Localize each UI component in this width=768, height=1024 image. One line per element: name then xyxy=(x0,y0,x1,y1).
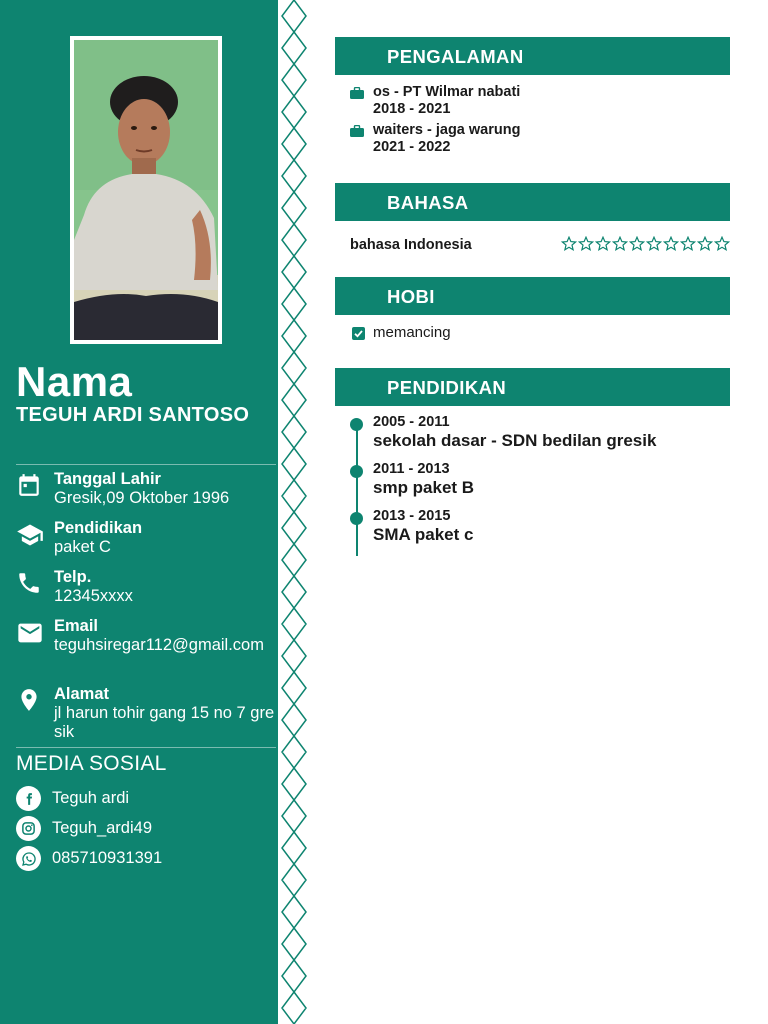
calendar-icon xyxy=(16,472,44,500)
social-media-heading: MEDIA SOSIAL xyxy=(16,752,167,775)
info-value: teguhsiregar112@gmail.com xyxy=(54,636,264,654)
location-pin-icon xyxy=(16,687,44,715)
star-outline-icon xyxy=(578,236,594,252)
experience-years: 2021 - 2022 xyxy=(373,139,451,155)
diamond-lattice xyxy=(282,0,306,1024)
star-outline-icon xyxy=(629,236,645,252)
education-school: sekolah dasar - SDN bedilan gresik xyxy=(373,431,657,450)
divider xyxy=(16,747,276,748)
experience-title: waiters - jaga warung xyxy=(373,122,521,138)
divider xyxy=(16,464,276,465)
section-title: PENDIDIKAN xyxy=(387,377,507,398)
education-school: smp paket B xyxy=(373,478,475,497)
checkbox-icon xyxy=(352,327,365,340)
star-outline-icon xyxy=(612,236,628,252)
facebook-icon xyxy=(16,786,41,811)
timeline-dot xyxy=(350,512,363,525)
info-value: Gresik,09 Oktober 1996 xyxy=(54,489,230,507)
education-school: SMA paket c xyxy=(373,525,474,544)
social-text: Teguh_ardi49 xyxy=(52,819,152,837)
experience-years: 2018 - 2021 xyxy=(373,101,451,117)
info-label: Alamat xyxy=(54,685,110,703)
social-text: Teguh ardi xyxy=(52,789,130,807)
section-header-hobby xyxy=(335,277,730,315)
info-phone xyxy=(16,568,274,610)
timeline-dot xyxy=(350,465,363,478)
section-header-education xyxy=(335,368,730,406)
info-birthdate xyxy=(16,470,274,512)
sidebar xyxy=(0,0,278,1024)
graduation-cap-icon xyxy=(16,521,44,549)
language-rating xyxy=(561,236,730,254)
profile-photo xyxy=(74,40,218,340)
envelope-icon xyxy=(16,619,44,647)
info-label: Email xyxy=(54,617,99,635)
education-years: 2013 - 2015 xyxy=(373,508,451,524)
instagram-icon xyxy=(16,816,41,841)
section-title: HOBI xyxy=(387,286,435,307)
language-name: bahasa Indonesia xyxy=(350,237,472,253)
section-title: BAHASA xyxy=(387,192,469,213)
section-header-experience xyxy=(335,37,730,75)
section-title: PENGALAMAN xyxy=(387,46,524,67)
education-years: 2005 - 2011 xyxy=(373,414,450,430)
star-outline-icon xyxy=(714,236,730,252)
info-label: Telp. xyxy=(54,568,92,586)
briefcase-icon xyxy=(350,87,364,99)
info-education xyxy=(16,519,274,561)
info-email xyxy=(16,617,274,677)
info-value: paket C xyxy=(54,538,111,556)
timeline-dot xyxy=(350,418,363,431)
briefcase-icon xyxy=(350,125,364,137)
full-name: TEGUH ARDI SANTOSO xyxy=(16,404,250,426)
star-outline-icon xyxy=(697,236,713,252)
info-label: Pendidikan xyxy=(54,519,143,537)
education-timeline xyxy=(356,420,358,556)
star-outline-icon xyxy=(663,236,679,252)
section-header-language xyxy=(335,183,730,221)
education-years: 2011 - 2013 xyxy=(373,461,450,477)
name-heading: Nama xyxy=(16,358,133,405)
star-outline-icon xyxy=(595,236,611,252)
experience-title: os - PT Wilmar nabati xyxy=(373,84,521,100)
diamond-border xyxy=(278,0,310,1024)
star-outline-icon xyxy=(680,236,696,252)
info-label: Tanggal Lahir xyxy=(54,470,161,488)
info-value: jl harun tohir gang 15 no 7 gresik xyxy=(54,704,275,741)
profile-photo-frame xyxy=(70,36,222,344)
info-value: 12345xxxx xyxy=(54,587,133,605)
diamond-pattern xyxy=(278,0,310,1024)
hobby-text: memancing xyxy=(373,324,451,341)
social-text: 085710931391 xyxy=(52,849,163,867)
info-address xyxy=(16,685,274,745)
whatsapp-icon xyxy=(16,846,41,871)
star-outline-icon xyxy=(646,236,662,252)
star-outline-icon xyxy=(561,236,577,252)
phone-icon xyxy=(16,570,44,598)
